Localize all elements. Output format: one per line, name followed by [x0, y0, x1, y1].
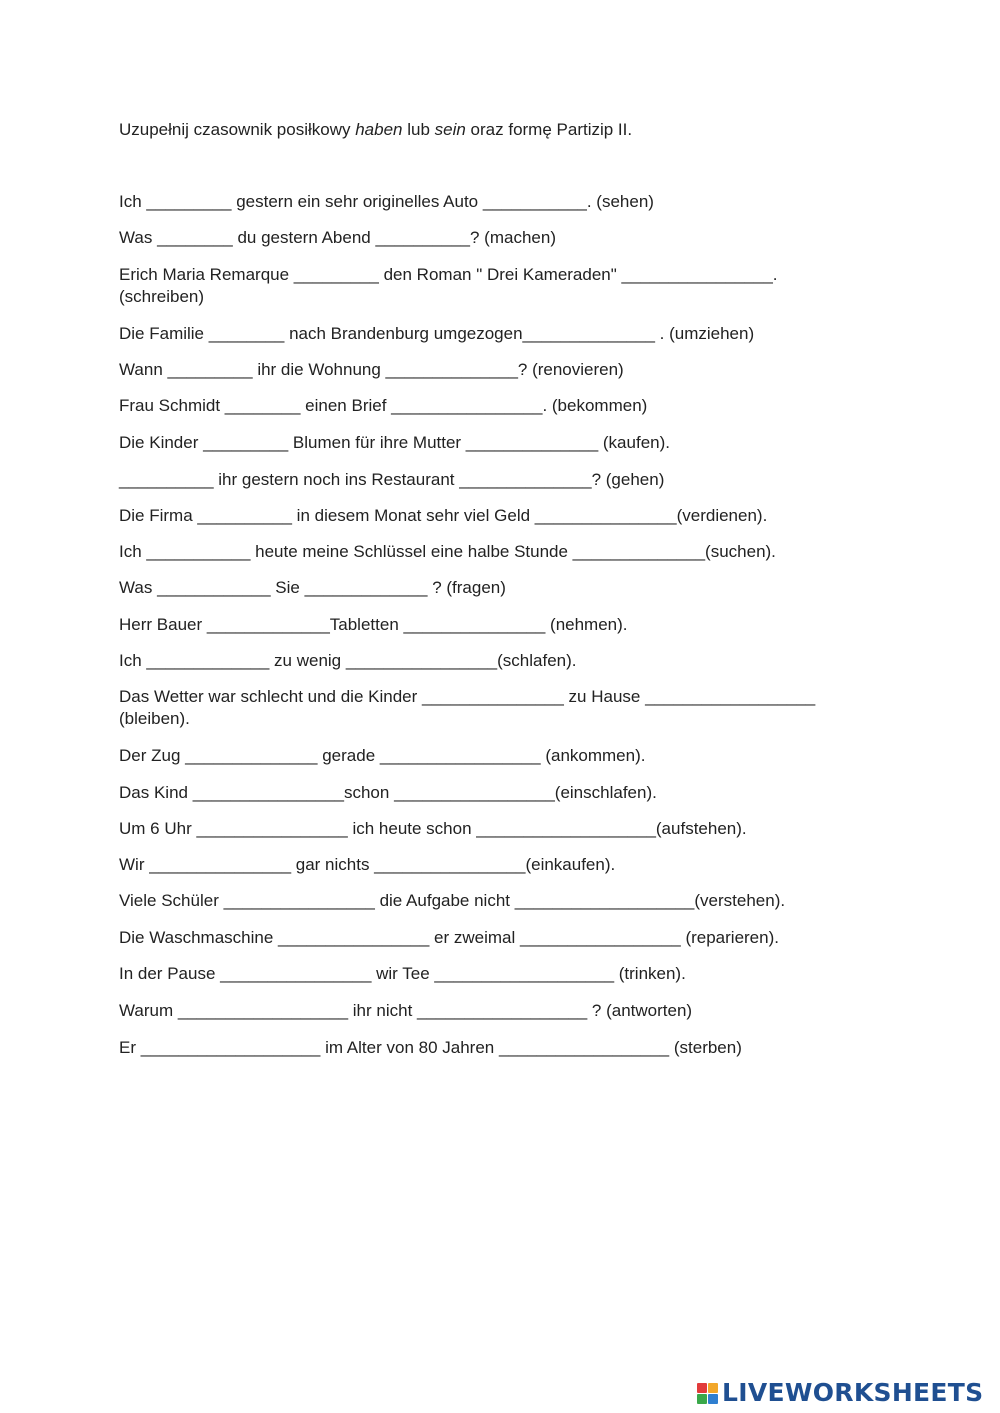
exercise-sentence: Erich Maria Remarque _________ den Roman " Drei Kameraden" ________________. (schreiben): [119, 265, 778, 306]
exercise-sentence: Ich _____________ zu wenig ________________(schlafen).: [119, 651, 577, 670]
exercise-sentence: Was ________ du gestern Abend __________? (machen): [119, 228, 556, 247]
instruction-part-1: Uzupełnij czasownik posiłkowy: [119, 120, 356, 139]
exercise-sentence: Um 6 Uhr ________________ ich heute schon ___________________(aufstehen).: [119, 819, 747, 838]
instruction-part-3: oraz formę Partizip II.: [465, 120, 633, 139]
logo-square-red: [697, 1383, 707, 1393]
exercise-sentence: Die Waschmaschine ________________ er zweimal _________________ (reparieren).: [119, 928, 779, 947]
logo-square-orange: [708, 1383, 718, 1393]
exercise-sentence: Wir _______________ gar nichts ________________(einkaufen).: [119, 855, 616, 874]
exercise-sentence: Frau Schmidt ________ einen Brief ________________. (bekommen): [119, 396, 648, 415]
exercise-sentence: __________ ihr gestern noch ins Restaurant ______________? (gehen): [119, 470, 665, 489]
liveworksheets-logo-text: LIVEWORKSHEETS: [722, 1378, 984, 1407]
exercise-sentence: Der Zug ______________ gerade _________________ (ankommen).: [119, 746, 646, 765]
exercise-sentence: Die Familie ________ nach Brandenburg umgezogen______________ . (umziehen): [119, 324, 755, 343]
instruction-word-sein: sein: [434, 120, 466, 139]
exercise-sentence: Wann _________ ihr die Wohnung ______________? (renovieren): [119, 360, 624, 379]
exercise-sentence: Er ___________________ im Alter von 80 Jahren __________________ (sterben): [119, 1038, 742, 1057]
exercise-sentence: Die Firma __________ in diesem Monat sehr viel Geld _______________(verdienen).: [119, 506, 768, 525]
exercise-sentence: Herr Bauer _____________Tabletten _______________ (nehmen).: [119, 615, 628, 634]
exercise-sentence: Das Kind ________________schon _________________(einschlafen).: [119, 783, 657, 802]
exercise-sentence: Die Kinder _________ Blumen für ihre Mutter ______________ (kaufen).: [119, 433, 670, 452]
exercise-sentence: Was ____________ Sie _____________ ? (fragen): [119, 578, 506, 597]
liveworksheets-logo-icon: [697, 1383, 718, 1404]
exercise-sentence: Das Wetter war schlecht und die Kinder _______________ zu Hause __________________ (bleiben).: [119, 687, 816, 728]
logo-square-blue: [708, 1394, 718, 1404]
exercise-sentence: Viele Schüler ________________ die Aufgabe nicht ___________________(verstehen).: [119, 891, 786, 910]
instruction-text: [119, 120, 632, 140]
exercise-sentence: Warum __________________ ihr nicht __________________ ? (antworten): [119, 1001, 693, 1020]
exercise-sentence: In der Pause ________________ wir Tee ___________________ (trinken).: [119, 964, 686, 983]
instruction-part-2: lub: [402, 120, 435, 139]
exercise-sentence: Ich _________ gestern ein sehr originelles Auto ___________. (sehen): [119, 192, 654, 211]
liveworksheets-logo: [697, 1378, 983, 1408]
instruction-word-haben: haben: [355, 120, 403, 139]
exercise-sentence: Ich ___________ heute meine Schlüssel eine halbe Stunde ______________(suchen).: [119, 542, 776, 561]
logo-square-green: [697, 1394, 707, 1404]
